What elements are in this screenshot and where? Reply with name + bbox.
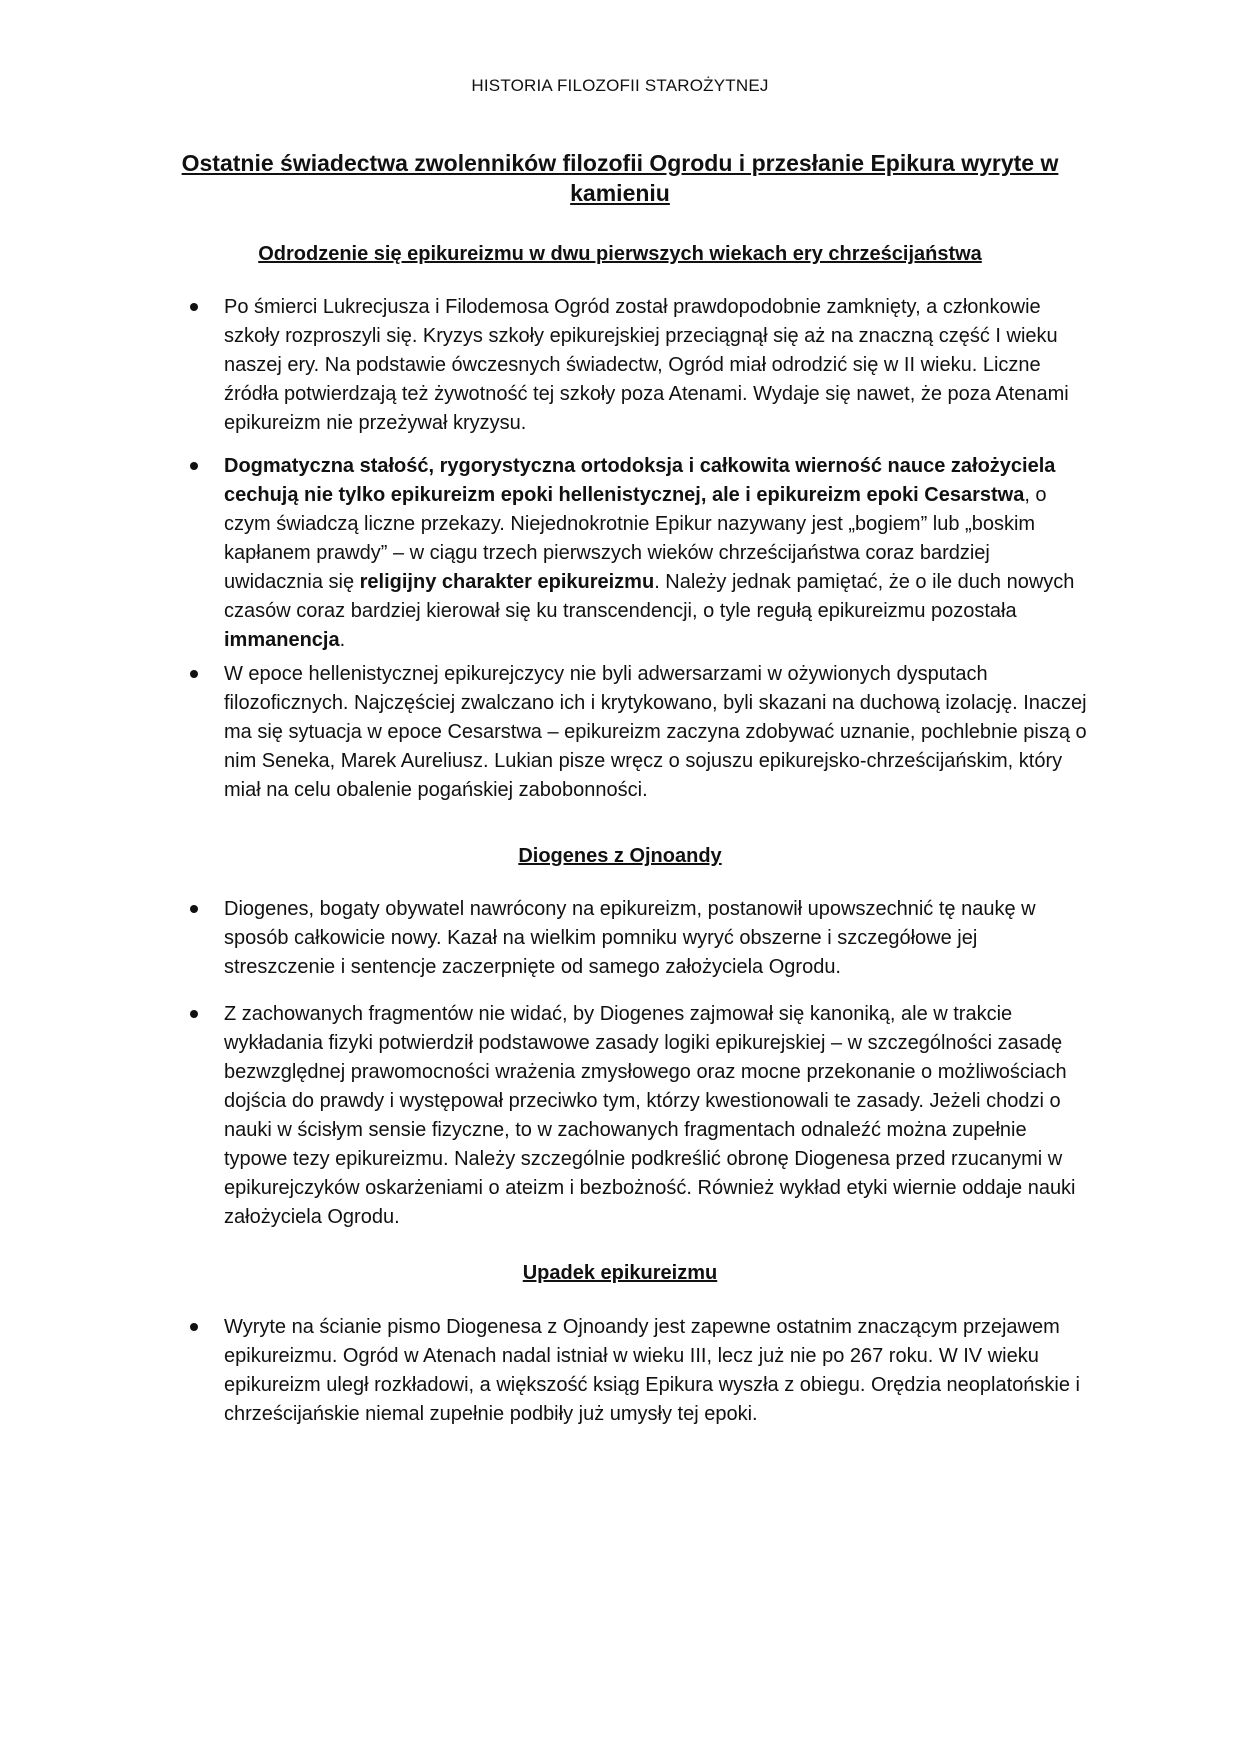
paragraph-text <box>224 293 1090 438</box>
bullet-icon <box>190 670 198 678</box>
section-heading: Odrodzenie się epikureizmu w dwu pierwszych wiekach ery chrześcijaństwa <box>258 243 982 265</box>
paragraph-text <box>224 895 1090 982</box>
emphasis-text: immanencja <box>224 629 340 651</box>
paragraph-text <box>224 1000 1090 1232</box>
section-heading: Upadek epikureizmu <box>522 1262 718 1284</box>
emphasis-text: Dogmatyczna stałość, rygorystyczna ortodoksja i całkowita wierność nauce założyciela cechują nie tylko epikureizm epoki hellenistycznej, ale i epikureizm epoki Cesarstwa <box>224 455 1056 506</box>
running-header: HISTORIA FILOZOFII STAROŻYTNEJ <box>471 76 769 95</box>
bullet-paragraph <box>180 1313 1090 1429</box>
bullet-icon <box>190 462 198 470</box>
emphasis-text: religijny charakter epikureizmu <box>359 571 655 593</box>
bullet-icon <box>190 905 198 913</box>
text-run: W epoce hellenistycznej epikurejczycy nie byli adwersarzami w ożywionych dysputach filozoficznych. Najczęściej zwalczano ich i krytykowano, byli skazani na duchową izolację. Inaczej ma się sytuacja w epoce Cesarstwa – epikureizm zaczyna zdobywać uznanie, pochlebnie piszą o nim Seneka, Marek Aureliusz. Lukian pisze wręcz o sojuszu epikurejsko-chrześcijańskim, który miał na celu obalenie pogańskiej zabobonności. <box>224 663 1087 801</box>
text-run: , o czym świadczą liczne przekazy. Niejednokrotnie Epikur nazywany jest „bogiem” lub „boskim kapłanem prawdy” – w ciągu trzech pierwszych wieków chrześcijaństwa coraz bardziej uwidacznia się <box>224 484 1047 593</box>
bullet-paragraph <box>180 1000 1090 1232</box>
document-title: Ostatnie świadectwa zwolenników filozofii Ogrodu i przesłanie Epikura wyryte w kamieniu <box>181 150 1059 206</box>
paragraph-text <box>224 660 1090 805</box>
bullet-paragraph <box>180 660 1090 805</box>
text-run: . <box>339 629 346 651</box>
paragraph-text <box>224 1313 1090 1429</box>
bullet-paragraph <box>180 293 1090 438</box>
bullet-icon <box>190 1010 198 1018</box>
bullet-icon <box>190 303 198 311</box>
text-run: Z zachowanych fragmentów nie widać, by Diogenes zajmował się kanoniką, ale w trakcie wykładania fizyki potwierdził podstawowe zasady logiki epikurejskiej – w szczególności zasadę bezwzględnej prawomocności wrażenia zmysłowego oraz mocne przekonanie o możliwościach dojścia do prawdy i występował przeciwko tym, którzy kwestionowali te zasady. Jeżeli chodzi o nauki w ścisłym sensie fizyczne, to w zachowanych fragmentach odnaleźć można zupełnie typowe tezy epikureizmu. Należy szczególnie podkreślić obronę Diogenesa przed rzucanymi w epikurejczyków oskarżeniami o ateizm i bezbożność. Również wykład etyki wiernie oddaje nauki założyciela Ogrodu. <box>224 1003 1076 1228</box>
text-run: . Należy jednak pamiętać, że o ile duch nowych czasów coraz bardziej kierował się ku transcendencji, o tyle regułą epikureizmu pozostała <box>224 571 1075 622</box>
text-run: Po śmierci Lukrecjusza i Filodemosa Ogród został prawdopodobnie zamknięty, a członkowie szkoły rozproszyli się. Kryzys szkoły epikurejskiej przeciągnął się aż na znaczną część I wieku naszej ery. Na podstawie ówczesnych świadectw, Ogród miał odrodzić się w II wieku. Liczne źródła potwierdzają też żywotność tej szkoły poza Atenami. Wydaje się nawet, że poza Atenami epikureizm nie przeżywał kryzysu. <box>224 296 1069 434</box>
paragraph-text <box>224 452 1090 655</box>
text-run: Wyryte na ścianie pismo Diogenesa z Ojnoandy jest zapewne ostatnim znaczącym przejawem epikureizmu. Ogród w Atenach nadal istniał w wieku III, lecz już nie po 267 roku. W IV wieku epikureizm uległ rozkładowi, a większość ksiąg Epikura wyszła z obiegu. Orędzia neoplatońskie i chrześcijańskie niemal zupełnie podbiły już umysły tej epoki. <box>224 1316 1080 1425</box>
text-run: Diogenes, bogaty obywatel nawrócony na epikureizm, postanowił upowszechnić tę naukę w sposób całkowicie nowy. Kazał na wielkim pomniku wyryć obszerne i szczegółowe jej streszczenie i sentencje zaczerpnięte od samego założyciela Ogrodu. <box>224 898 1036 978</box>
bullet-paragraph <box>180 452 1090 655</box>
section-heading: Diogenes z Ojnoandy <box>518 845 722 867</box>
bullet-icon <box>190 1323 198 1331</box>
bullet-paragraph <box>180 895 1090 982</box>
